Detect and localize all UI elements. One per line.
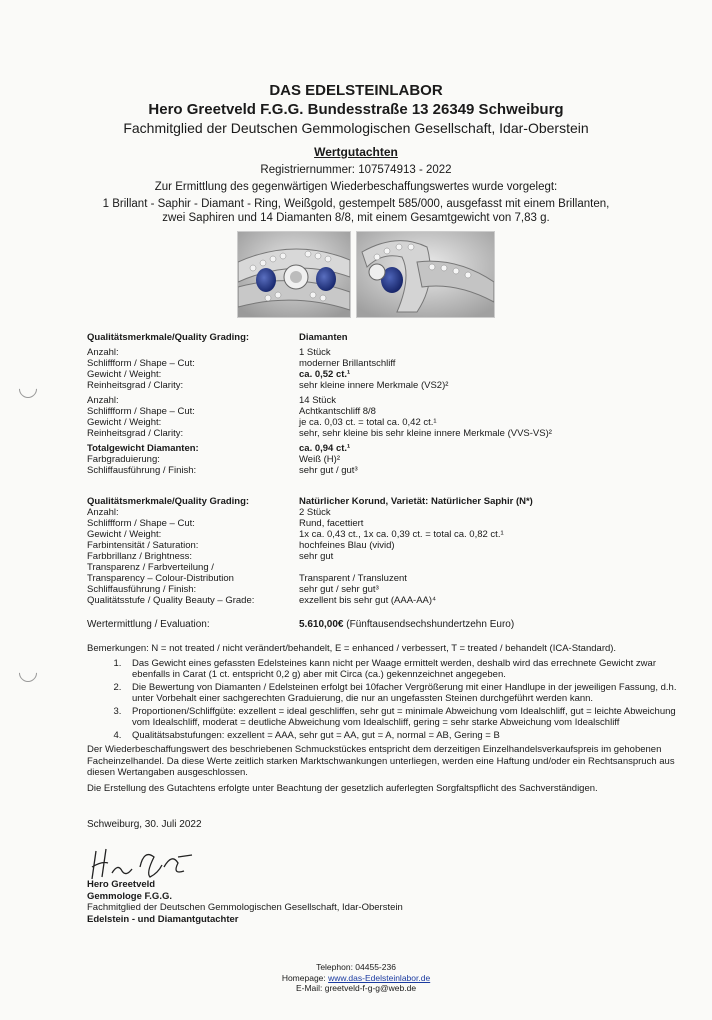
row-value: Rund, facettiert <box>299 518 364 529</box>
grading-header-label: Qualitätsmerkmale/Quality Grading: <box>87 496 250 507</box>
row-label: Transparency – Colour-Distribution <box>87 573 234 584</box>
row-label: Reinheitsgrad / Clarity: <box>87 428 184 439</box>
diamond-grading <box>87 332 687 476</box>
row-label: Farbintensität / Saturation: <box>87 540 199 551</box>
row-value: sehr kleine innere Merkmale (VS2)² <box>299 380 449 391</box>
place-date: Schweiburg, 30. Juli 2022 <box>87 819 202 830</box>
row-value: moderner Brillantschliff <box>299 358 396 369</box>
ring-photo-front <box>237 231 351 318</box>
signatory-block <box>87 879 403 925</box>
row-value: sehr gut / gut³ <box>299 465 358 476</box>
description-line-1: 1 Brillant - Saphir - Diamant - Ring, Weißgold, gestempelt 585/000, ausgefasst mit einem Brillanten, <box>102 198 610 210</box>
row-label: Anzahl: <box>87 347 119 358</box>
contact-footer <box>0 962 712 994</box>
row-label: Anzahl: <box>87 395 119 406</box>
row-label: Schliffausführung / Finish: <box>87 584 197 595</box>
document-title: Wertgutachten <box>314 145 398 159</box>
valuation-amount: 5.610,00€ <box>299 619 344 630</box>
intro-text: Zur Ermittlung des gegenwärtigen Wiederbeschaffungswertes wurde vorgelegt: <box>154 181 558 193</box>
row-label: Anzahl: <box>87 507 119 518</box>
sapphire-grading <box>87 496 687 606</box>
signatory-title: Gemmologe F.G.G. <box>87 890 172 902</box>
row-value: 1 Stück <box>299 347 331 358</box>
row-label: Gewicht / Weight: <box>87 417 162 428</box>
grading-header-label: Qualitätsmerkmale/Quality Grading: <box>87 332 250 343</box>
disclaimer-paragraph: Der Wiederbeschaffungswert des beschriebenen Schmuckstückes entspricht dem derzeitigen Einzelhandelsverkaufspreis im gehobenen Facheinzelhandel. Da diese Werte zeitlich starken Marktschwankungen unterliegen, werden eine Haftung und/oder ein Rechtsanspruch aus diesen Wertangaben ausgeschlossen. <box>87 744 675 778</box>
remarks <box>87 643 687 794</box>
remark-item: 2. Die Bewertung von Diamanten / Edelsteinen erfolgt bei 10facher Vergrößerung mit einer Handlupe in der jeweiligen Fassung, d.h. unter Vorbehalt einer sachgerechten Graduierung, die nur an ungefassten Steinen durchgeführt werden kann. <box>124 682 687 705</box>
row-value: 14 Stück <box>299 395 336 406</box>
signatory-name: Hero Greetveld <box>87 879 156 890</box>
row-label: Farbbrillanz / Brightness: <box>87 551 193 562</box>
grading-header-value: Natürlicher Korund, Varietät: Natürlicher Saphir (N*) <box>299 496 533 507</box>
ring-photo-side <box>356 231 495 318</box>
lab-name: DAS EDELSTEINLABOR <box>269 82 443 99</box>
row-value: Transparent / Transluzent <box>299 573 407 584</box>
row-label: Qualitätsstufe / Quality Beauty – Grade: <box>87 595 255 606</box>
row-value: exzellent bis sehr gut (AAA-AA)⁴ <box>299 595 437 606</box>
row-value <box>299 562 687 573</box>
row-value: sehr, sehr kleine bis sehr kleine innere Merkmale (VVS-VS)² <box>299 428 552 439</box>
row-label: Farbgraduierung: <box>87 454 160 465</box>
valuation-amount-words: (Fünftausendsechshundertzehn Euro) <box>346 619 515 630</box>
punch-hole-mark <box>15 660 40 685</box>
remarks-intro: Bemerkungen: N = not treated / nicht verändert/behandelt, E = enhanced / verbessert, T = treated / behandelt (ICA-Standard). <box>87 643 617 654</box>
row-value: ca. 0,94 ct.¹ <box>299 443 351 454</box>
diamond-grading-header <box>87 332 687 343</box>
diligence-paragraph: Die Erstellung des Gutachtens erfolgte unter Beachtung der gesetzlich auferlegten Sorgfaltspflicht des Sachverständigen. <box>87 782 598 794</box>
valuation-label: Wertermittlung / Evaluation: <box>87 619 210 630</box>
homepage-label: Homepage: <box>281 972 329 983</box>
row-label: Schliffform / Shape – Cut: <box>87 406 195 417</box>
phone: Telephon: 04455-236 <box>316 962 396 972</box>
row-label: Transparenz / Farbverteilung / <box>87 562 214 573</box>
remark-item: 4. Qualitätsabstufungen: exzellent = AAA, sehr gut = AA, gut = A, normal = AB, Gering = B <box>124 730 687 742</box>
row-value: je ca. 0,03 ct. = total ca. 0,42 ct.¹ <box>299 417 437 428</box>
row-value: 1x ca. 0,43 ct., 1x ca. 0,39 ct. = total ca. 0,82 ct.¹ <box>299 529 504 540</box>
email: E-Mail: greetveld-f-g-g@web.de <box>295 983 417 993</box>
row-value: sehr gut / sehr gut³ <box>299 584 379 595</box>
signatory-role: Edelstein - und Diamantgutachter <box>87 913 239 925</box>
sapphire-grading-header <box>87 496 687 507</box>
description-line-2: zwei Saphiren und 14 Diamanten 8/8, mit einem Gesamtgewicht von 7,83 g. <box>162 212 550 224</box>
punch-hole-mark <box>15 376 40 401</box>
row-value: Weiß (H)² <box>299 454 340 465</box>
remark-item: 3. Proportionen/Schliffgüte: exzellent = ideal geschliffen, sehr gut = minimale Abweichung vom Idealschliff, gut = leichte Abweichung vom Idealschliff, moderat = deutliche Abweichung vom Idealschliff, gering = sehr starke Abweichung vom Idealschliff <box>124 706 687 729</box>
remarks-list <box>87 658 687 742</box>
row-value: sehr gut <box>299 551 334 562</box>
row-label: Totalgewicht Diamanten: <box>87 443 199 454</box>
row-label: Schliffform / Shape – Cut: <box>87 518 195 529</box>
row-value: Achtkantschliff 8/8 <box>299 406 376 417</box>
row-value: 2 Stück <box>299 507 331 518</box>
homepage-link[interactable]: www.das-Edelsteinlabor.de <box>328 972 431 983</box>
membership-line: Fachmitglied der Deutschen Gemmologischen Gesellschaft, Idar-Oberstein <box>123 120 589 136</box>
row-label: Gewicht / Weight: <box>87 529 162 540</box>
remark-item: 1. Das Gewicht eines gefassten Edelsteines kann nicht per Waage ermittelt werden, deshalb wird das errechnete Gewicht zwar ebenfalls in Carat (1 ct. entspricht 0,2 g) aber mit Circa (ca.) gekennzeichnet angegeben. <box>124 658 687 681</box>
valuation <box>87 619 687 630</box>
row-label: Gewicht / Weight: <box>87 369 162 380</box>
row-label: Schliffausführung / Finish: <box>87 465 197 476</box>
row-label: Reinheitsgrad / Clarity: <box>87 380 184 391</box>
row-value: ca. 0,52 ct.¹ <box>299 369 351 380</box>
grading-header-value: Diamanten <box>299 332 348 343</box>
address-line: Hero Greetveld F.G.G. Bundesstraße 13 26349 Schweiburg <box>148 101 564 118</box>
registry-number: Registriernummer: 107574913 - 2022 <box>260 164 452 176</box>
signatory-membership: Fachmitglied der Deutschen Gemmologischen Gesellschaft, Idar-Oberstein <box>87 902 403 913</box>
row-value: hochfeines Blau (vivid) <box>299 540 395 551</box>
row-label: Schliffform / Shape – Cut: <box>87 358 195 369</box>
